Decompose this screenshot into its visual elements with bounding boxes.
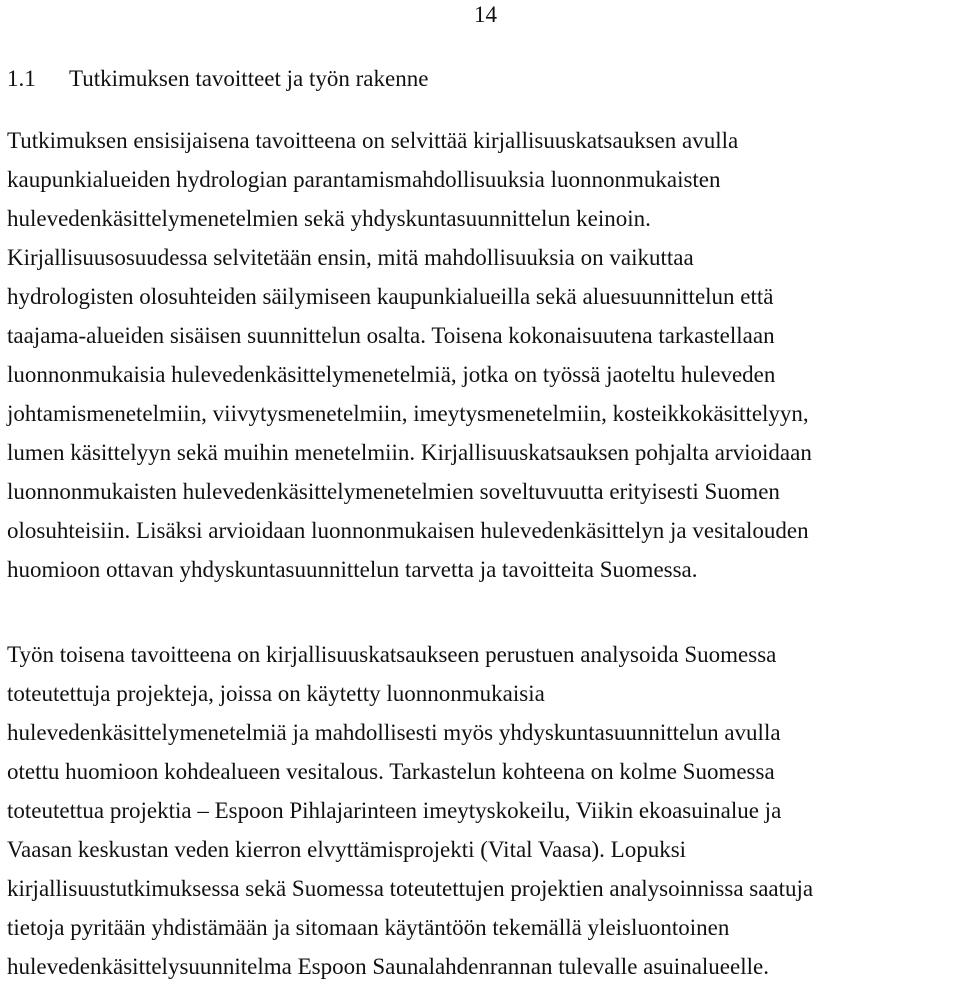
section-title: Tutkimuksen tavoitteet ja työn rakenne [69,66,429,91]
text-line: Vaasan keskustan veden kierron elvyttämisprojekti (Vital Vaasa). Lopuksi [7,837,687,862]
text-line: hydrologisten olosuhteiden säilymiseen kaupunkialueilla sekä aluesuunnittelun että [7,284,774,309]
text-line: toteutettuja projekteja, joissa on käytetty luonnonmukaisia [7,681,545,706]
text-line: taajama-alueiden sisäisen suunnittelun osalta. Toisena kokonaisuutena tarkastellaan [7,323,775,348]
text-line: luonnonmukaisten hulevedenkäsittelymenetelmien soveltuvuutta erityisesti Suomen [7,479,780,504]
text-line: hulevedenkäsittelysuunnitelma Espoon Saunalahdenrannan tulevalle asuinalueelle. [7,954,769,979]
text-line: kaupunkialueiden hydrologian parantamismahdollisuuksia luonnonmukaisten [7,167,721,192]
text-line: toteutettua projektia – Espoon Pihlajarinteen imeytyskokeilu, Viikin ekoasuinalue ja [7,798,782,823]
text-line: Kirjallisuusosuudessa selvitetään ensin, mitä mahdollisuuksia on vaikuttaa [7,245,694,270]
text-line: johtamismenetelmiin, viivytysmenetelmiin, imeytysmenetelmiin, kosteikkokäsittelyyn, [7,401,809,426]
text-line: hulevedenkäsittelymenetelmien sekä yhdyskuntasuunnittelun keinoin. [7,206,651,231]
paragraph-2 [7,635,960,986]
section-heading [7,66,428,92]
section-number: 1.1 [7,66,36,91]
text-line: Työn toisena tavoitteena on kirjallisuuskatsaukseen perustuen analysoida Suomessa [7,642,777,667]
paragraph-1 [7,121,960,589]
text-line: kirjallisuustutkimuksessa sekä Suomessa toteutettujen projektien analysoinnissa saatuja [7,876,814,901]
text-line: lumen käsittelyyn sekä muihin menetelmiin. Kirjallisuuskatsauksen pohjalta arvioidaan [7,440,812,465]
text-line: tietoja pyritään yhdistämään ja sitomaan käytäntöön tekemällä yleisluontoinen [7,915,730,940]
text-line: hulevedenkäsittelymenetelmiä ja mahdollisesti myös yhdyskuntasuunnittelun avulla [7,720,781,745]
text-line: Tutkimuksen ensisijaisena tavoitteena on selvittää kirjallisuuskatsauksen avulla [7,128,739,153]
text-line: otettu huomioon kohdealueen vesitalous. Tarkastelun kohteena on kolme Suomessa [7,759,775,784]
text-line: luonnonmukaisia hulevedenkäsittelymenetelmiä, jotka on työssä jaoteltu huleveden [7,362,776,387]
text-line: olosuhteisiin. Lisäksi arvioidaan luonnonmukaisen hulevedenkäsittelyn ja vesitalouden [7,518,809,543]
page-number: 14 [474,2,497,27]
text-line: huomioon ottavan yhdyskuntasuunnittelun tarvetta ja tavoitteita Suomessa. [7,557,698,582]
